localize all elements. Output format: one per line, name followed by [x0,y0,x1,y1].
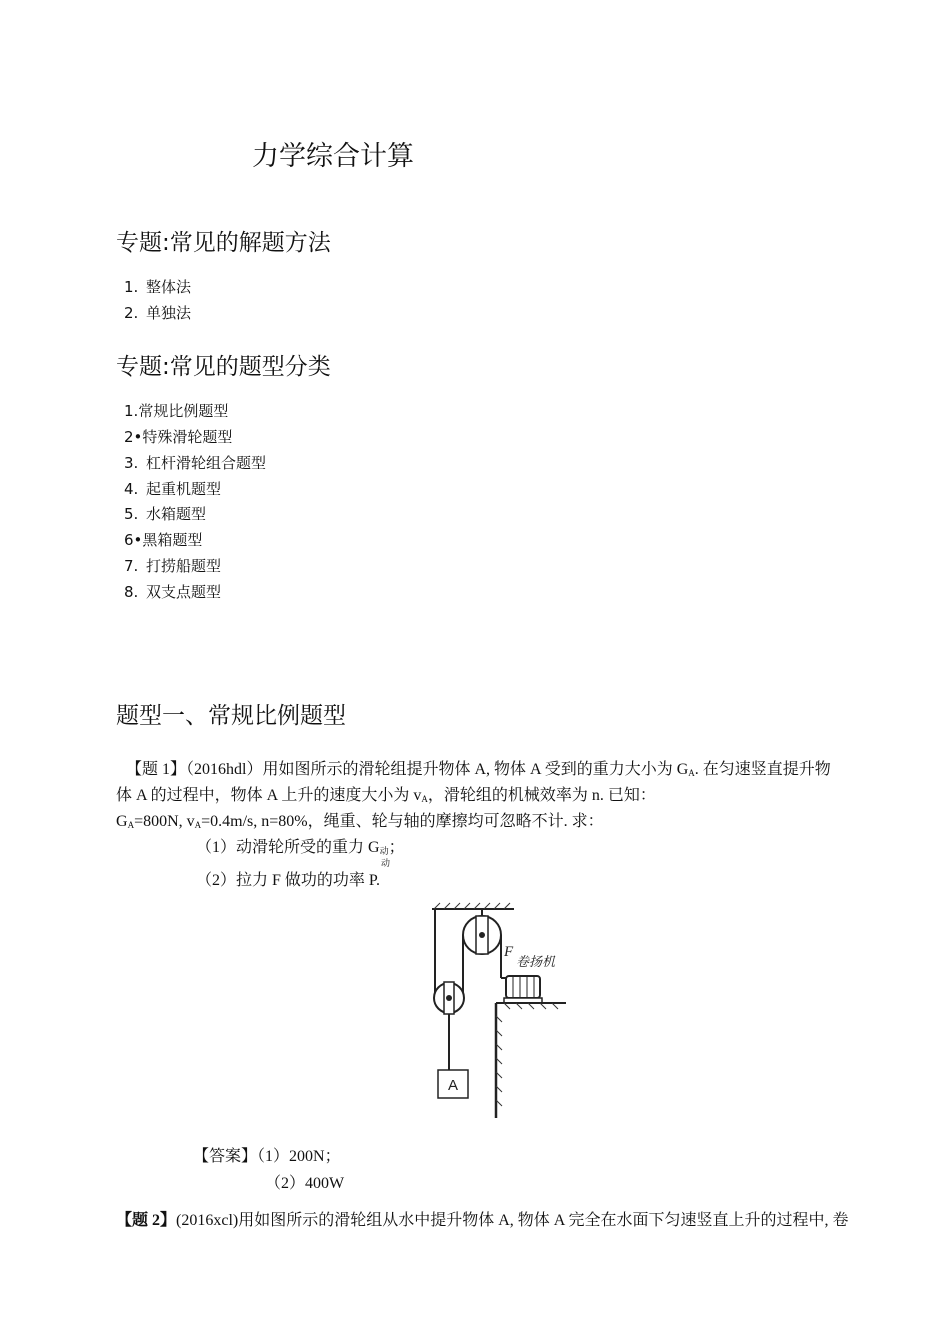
list-text: 打捞船题型 [146,557,222,575]
page-title: 力学综合计算 [252,141,414,172]
problem-label: 【题 2】 [116,1212,177,1229]
list-text: 常规比例题型 [138,402,229,420]
subscript: A [688,768,695,778]
answer-line-1 [193,1143,341,1166]
problem-text: 体 A 的过程中，物体 A 上升的速度大小为 v [116,787,422,804]
list-item [124,400,228,421]
list-item [124,426,232,447]
section-heading-types: 专题:常见的题型分类 [116,354,331,380]
problem-label: 【题 1】 [126,761,187,778]
stray-subscript: 动 [381,858,391,868]
list-number: 6• [124,531,143,549]
problem-2-line-1 [116,1207,848,1230]
question-text: （1）动滑轮所受的重力 G [196,839,380,856]
list-text: 整体法 [146,278,192,296]
list-item [124,529,202,550]
winch-label: 卷扬机 [516,955,556,970]
list-item [124,452,266,473]
list-text: 起重机题型 [146,480,222,498]
wall-hatch [496,1003,558,1106]
list-item [124,503,206,524]
subscript: A [194,820,202,830]
problem-1-line-3 [116,808,604,831]
subscript: 动 [379,846,389,856]
subscript: A [421,794,428,804]
problem-text: G [116,813,128,830]
question-text: ； [388,839,405,856]
list-number: 1. [124,402,139,420]
list-text: 特殊滑轮题型 [142,428,233,446]
section-heading-methods: 专题:常见的解题方法 [116,230,331,256]
list-text: 单独法 [146,304,192,322]
list-item [124,581,221,602]
problem-source: （2016hdl） [186,761,263,778]
pulley-diagram [420,898,590,1123]
problem-1-line-2 [116,782,656,805]
question-2: （2）拉力 F 做功的功率 P. [196,872,381,889]
answer-value: （1）200N； [257,1148,341,1165]
list-text: 黑箱题型 [142,531,203,549]
winch-drum [506,976,540,998]
list-number: 7. [124,557,139,575]
problem-text: 用如图所示的滑轮组提升物体 A, 物体 A 受到的重力大小为 G [262,761,689,778]
problem-text: =800N, v [134,813,195,830]
section-heading-type-one: 题型一、常规比例题型 [116,703,346,729]
problem-1-line-1 [126,756,831,779]
list-text: 水箱题型 [146,505,207,523]
fixed-pulley-axle [479,932,485,938]
list-number: 2• [124,428,143,446]
list-item [124,302,191,323]
list-number: 1. [124,278,139,296]
list-number: 4. [124,480,139,498]
answer-line-2: （2）400W [265,1175,345,1192]
list-item [124,478,221,499]
subscript: A [127,820,135,830]
problem-text: =0.4m/s, n=80%，绳重、轮与轴的摩擦均可忽略不计. 求： [201,813,604,830]
force-label: F [504,944,514,960]
problem-text: . 在匀速竖直提升物 [694,761,831,778]
movable-pulley-axle [446,995,452,1001]
list-number: 8. [124,583,139,601]
list-number: 3. [124,454,139,472]
object-a-label: A [447,1077,459,1094]
list-text: 双支点题型 [146,583,222,601]
answer-label: 【答案】 [193,1148,258,1165]
problem-text: ，滑轮组的机械效率为 n. 已知： [427,787,656,804]
list-number: 5. [124,505,139,523]
list-item [124,555,221,576]
problem-text: (2016xcl)用如图所示的滑轮组从水中提升物体 A, 物体 A 完全在水面下匀速竖直上升的过程中, 卷 [176,1212,849,1229]
list-number: 2. [124,304,139,322]
list-text: 杠杆滑轮组合题型 [146,454,267,472]
list-item [124,276,191,297]
question-1 [196,834,405,857]
